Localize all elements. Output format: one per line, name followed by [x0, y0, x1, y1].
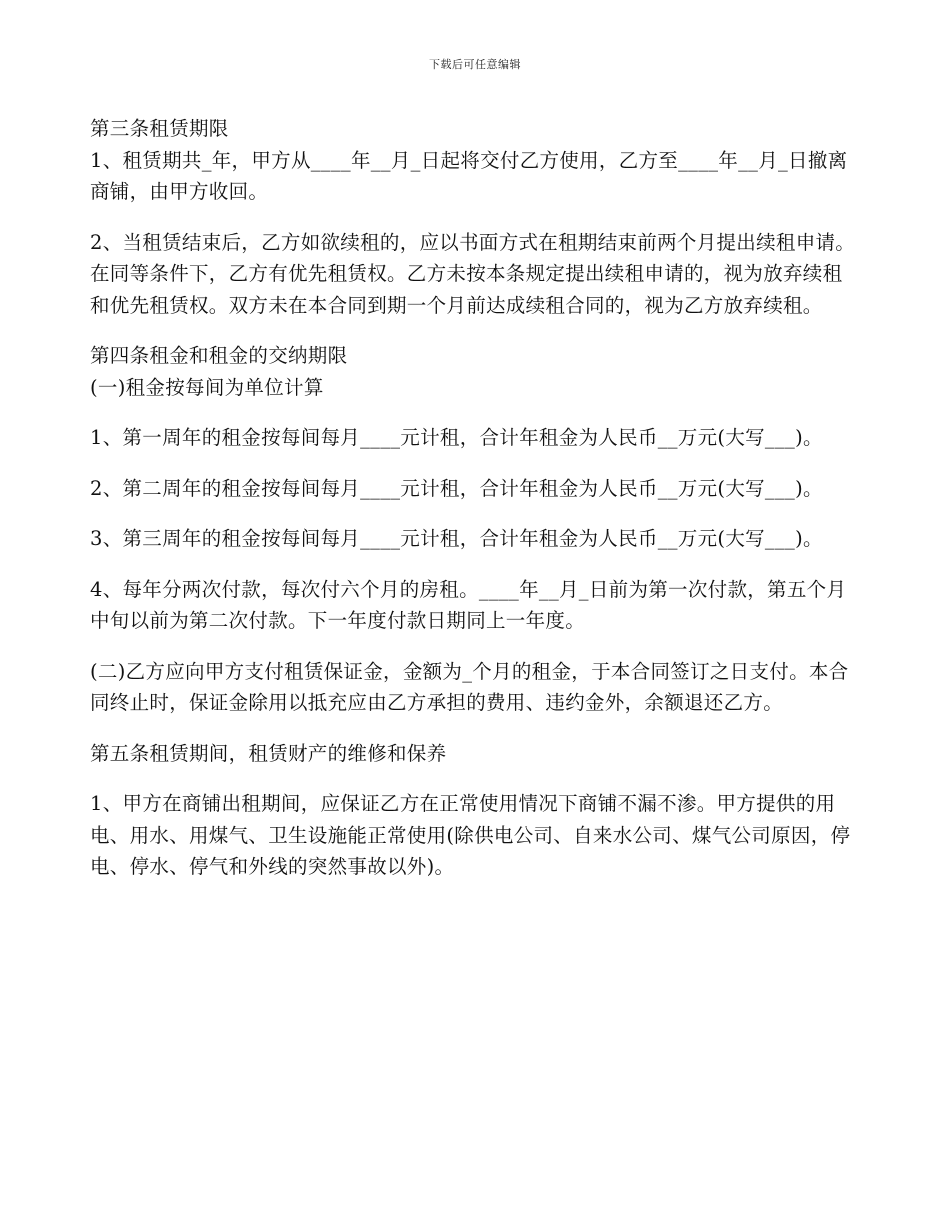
article3-item1: 1、租赁期共_年，甲方从____年__月_日起将交付乙方使用，乙方至____年__月_日撤离商铺，由甲方收回。 [90, 148, 848, 203]
article3-title: 第三条租赁期限 [90, 117, 229, 140]
article5-item1: 1、甲方在商铺出租期间，应保证乙方在正常使用情况下商铺不漏不渗。甲方提供的用电、用水、用煤气、卫生设施能正常使用(除供电公司、自来水公司、煤气公司原因，停电、停水、停气和外线的突然事故以外)。 [90, 792, 851, 878]
article4-item2: 2、第二周年的租金按每间每月____元计租，合计年租金为人民币__万元(大写___)。 [90, 476, 823, 500]
article4-item1: 1、第一周年的租金按每间每月____元计租，合计年租金为人民币__万元(大写___)。 [90, 426, 823, 449]
document-body [90, 113, 862, 883]
article4-sub2: (二)乙方应向甲方支付租赁保证金，金额为_个月的租金，于本合同签订之日支付。本合同终止时，保证金除用以抵充应由乙方承担的费用、违约金外，余额退还乙方。 [90, 659, 849, 714]
article4-item3: 3、第三周年的租金按每间每月____元计租，合计年租金为人民币__万元(大写___)。 [90, 527, 823, 550]
article5-title: 第五条租赁期间，租赁财产的维修和保养 [90, 741, 447, 765]
article4-title: 第四条租金和租金的交纳期限 [90, 344, 348, 367]
article3-item2: 2、当租赁结束后，乙方如欲续租的，应以书面方式在租期结束前两个月提出续租申请。在同等条件下，乙方有优先租赁权。乙方未按本条规定提出续租申请的，视为放弃续租和优先租赁权。双方未在本合同到期一个月前达成续租合同的，视为乙方放弃续租。 [90, 230, 856, 317]
header-note: 下载后可任意编辑 [429, 58, 521, 71]
article4-sub1: (一)租金按每间为单位计算 [90, 375, 324, 399]
article4-item4: 4、每年分两次付款，每次付六个月的房租。____年__月_日前为第一次付款，第五个月中旬以前为第二次付款。下一年度付款日期同上一年度。 [90, 577, 847, 632]
